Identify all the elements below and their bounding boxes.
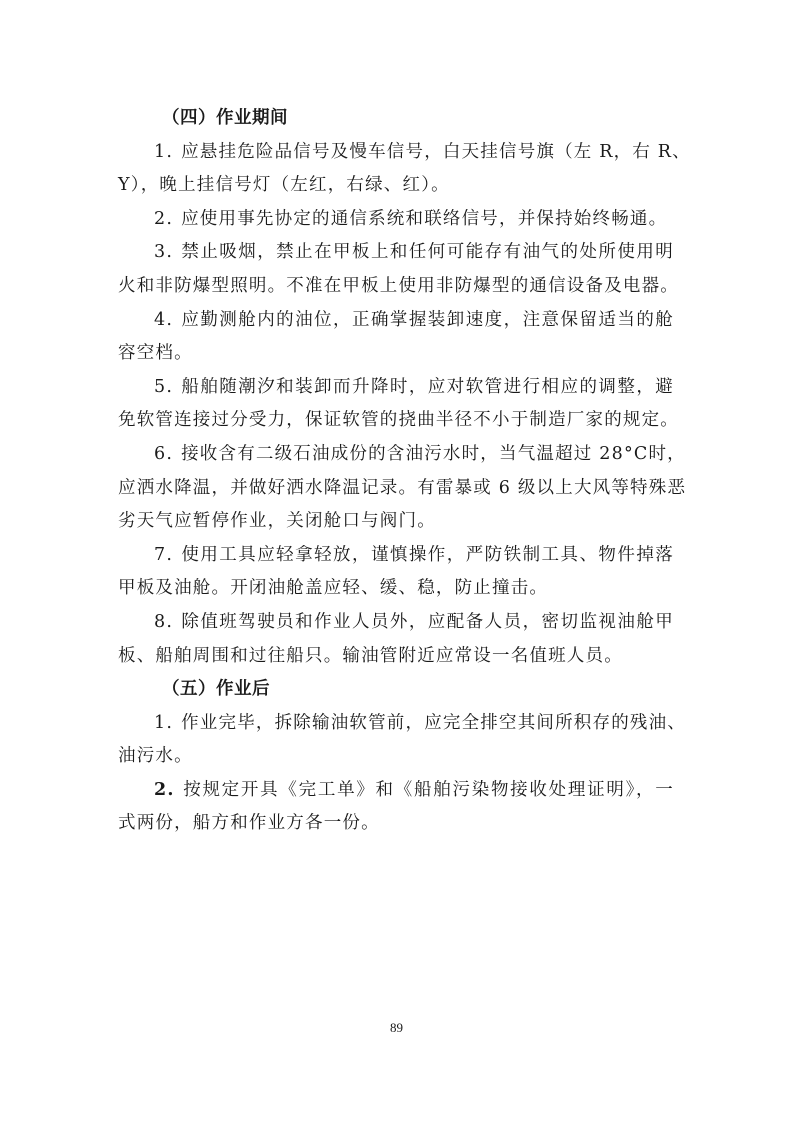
- section-heading-5: （五）作业后: [162, 679, 270, 700]
- item-4-5-line-2: 免软管连接过分受力，保证软管的挠曲半径不小于制造厂家的规定。: [118, 410, 679, 431]
- item-4-2-line-1: 2. 应使用事先协定的通信系统和联络信号，并保持始终畅通。: [154, 208, 668, 229]
- section-heading-4: （四）作业期间: [162, 108, 288, 128]
- item-4-6-line-1: 6. 接收含有二级石油成份的含油污水时，当气温超过 28°C时，: [154, 443, 686, 464]
- item-5-1-line-1: 1. 作业完毕，拆除输油软管前，应完全排空其间所积存的残油、: [154, 712, 687, 733]
- item-4-6-line-3: 劣天气应暂停作业，关闭舱口与阀门。: [118, 511, 436, 532]
- item-4-4-line-2: 容空档。: [118, 343, 193, 364]
- item-5-1-line-2: 油污水。: [118, 746, 193, 767]
- item-4-3-line-2: 火和非防爆型照明。不准在甲板上使用非防爆型的通信设备及电器。: [118, 275, 679, 296]
- item-4-1-line-1: 1. 应悬挂危险品信号及慢车信号，白天挂信号旗（左 R，右 R、: [154, 141, 691, 162]
- item-4-4-line-1: 4. 应勤测舱内的油位，正确掌握装卸速度，注意保留适当的舱: [154, 309, 674, 330]
- item-4-8-line-1: 8. 除值班驾驶员和作业人员外，应配备人员，密切监视油舱甲: [154, 611, 674, 632]
- item-5-2-line-2: 式两份，船方和作业方各一份。: [118, 813, 380, 834]
- item-4-3-line-1: 3. 禁止吸烟，禁止在甲板上和任何可能存有油气的处所使用明: [154, 242, 674, 263]
- item-4-7-line-2: 甲板及油舱。开闭油舱盖应轻、缓、稳，防止撞击。: [118, 578, 549, 599]
- item-5-2-line-1: 2. 按规定开具《完工单》和《船舶污染物接收处理证明》，一: [154, 779, 674, 800]
- item-4-6-line-2: 应洒水降温，并做好洒水降温记录。有雷暴或 6 级以上大风等特殊恶: [118, 477, 687, 498]
- item-4-5-line-1: 5. 船舶随潮汐和装卸而升降时，应对软管进行相应的调整，避: [154, 376, 674, 397]
- item-4-7-line-1: 7. 使用工具应轻拿轻放，谨慎操作，严防铁制工具、物件掉落: [154, 544, 674, 565]
- item-4-8-line-2: 板、船舶周围和过往船只。输油管附近应常设一名值班人员。: [118, 645, 623, 666]
- item-4-1-line-2: Y），晚上挂信号灯（左红，右绿、红）。: [118, 175, 450, 196]
- document-page: [118, 102, 691, 841]
- page-number: 89: [390, 1020, 403, 1035]
